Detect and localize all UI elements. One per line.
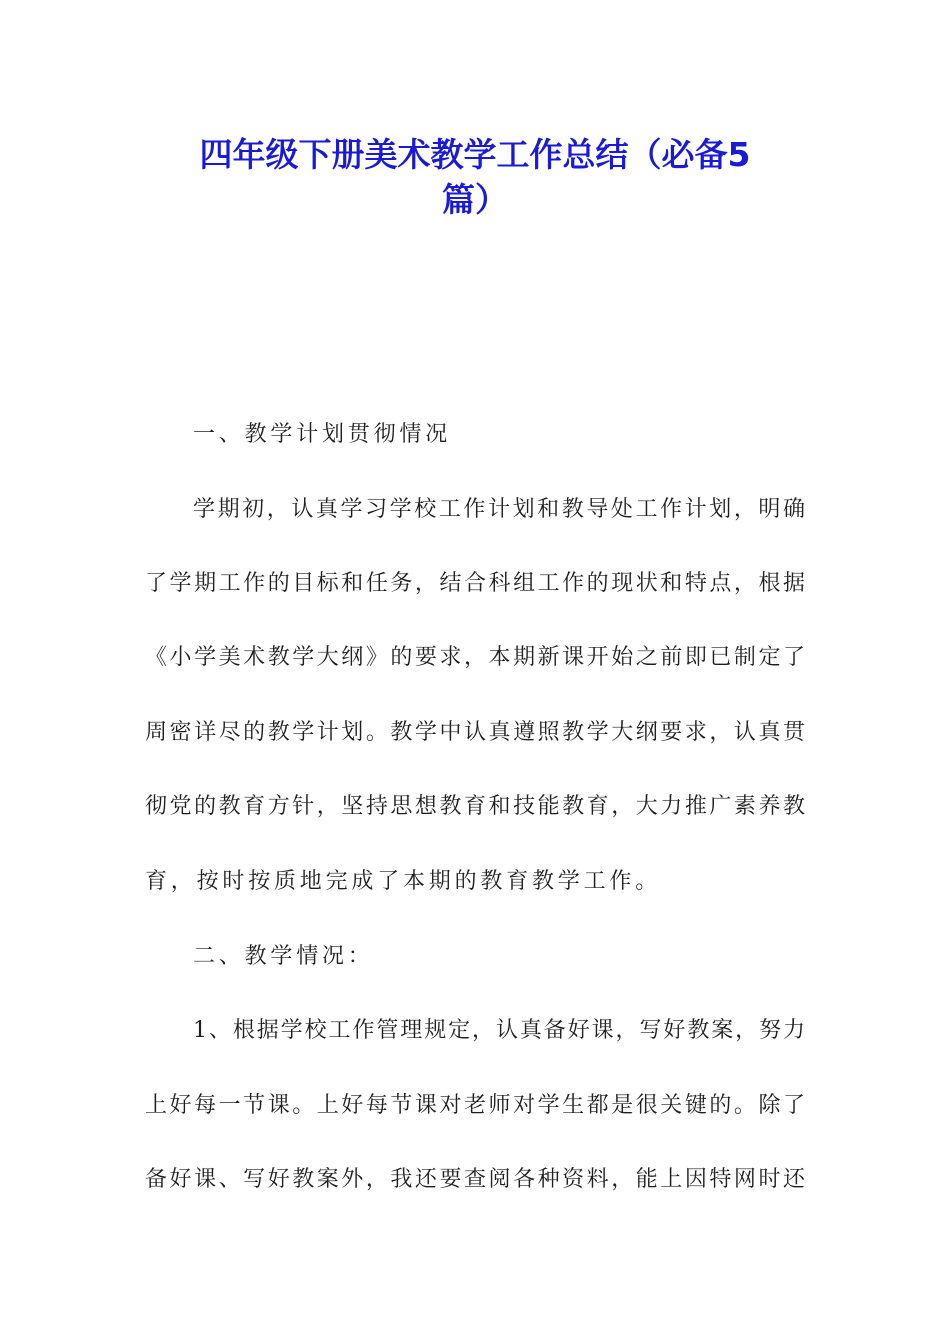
paragraph-line: 周密详尽的教学计划。教学中认真遵照教学大纲要求，认真贯 (145, 720, 805, 745)
section-heading-2: 二、教学情况： (193, 944, 374, 969)
document-title-line-1: 四年级下册美术教学工作总结（必备5 (199, 135, 751, 174)
paragraph-line: 了学期工作的目标和任务，结合科组工作的现状和特点，根据 (145, 571, 805, 596)
paragraph-line: 《小学美术教学大纲》的要求，本期新课开始之前即已制定了 (145, 645, 805, 670)
document-title-line-2: 篇） (442, 180, 508, 219)
paragraph-line: 彻党的教育方针，坚持思想教育和技能教育，大力推广素养教 (145, 794, 805, 819)
paragraph-line: 上好每一节课。上好每节课对老师对学生都是很关键的。除了 (145, 1093, 805, 1118)
paragraph-line: 备好课、写好教案外，我还要查阅各种资料，能上因特网时还 (145, 1167, 805, 1192)
paragraph-line: 学期初，认真学习学校工作计划和教导处工作计划，明确 (193, 497, 805, 522)
paragraph-line: 育，按时按质地完成了本期的教育教学工作。 (145, 869, 662, 894)
section-heading-1: 一、教学计划贯彻情况 (193, 422, 452, 447)
paragraph-line: 1、根据学校工作管理规定，认真备好课，写好教案，努力 (193, 1018, 805, 1043)
